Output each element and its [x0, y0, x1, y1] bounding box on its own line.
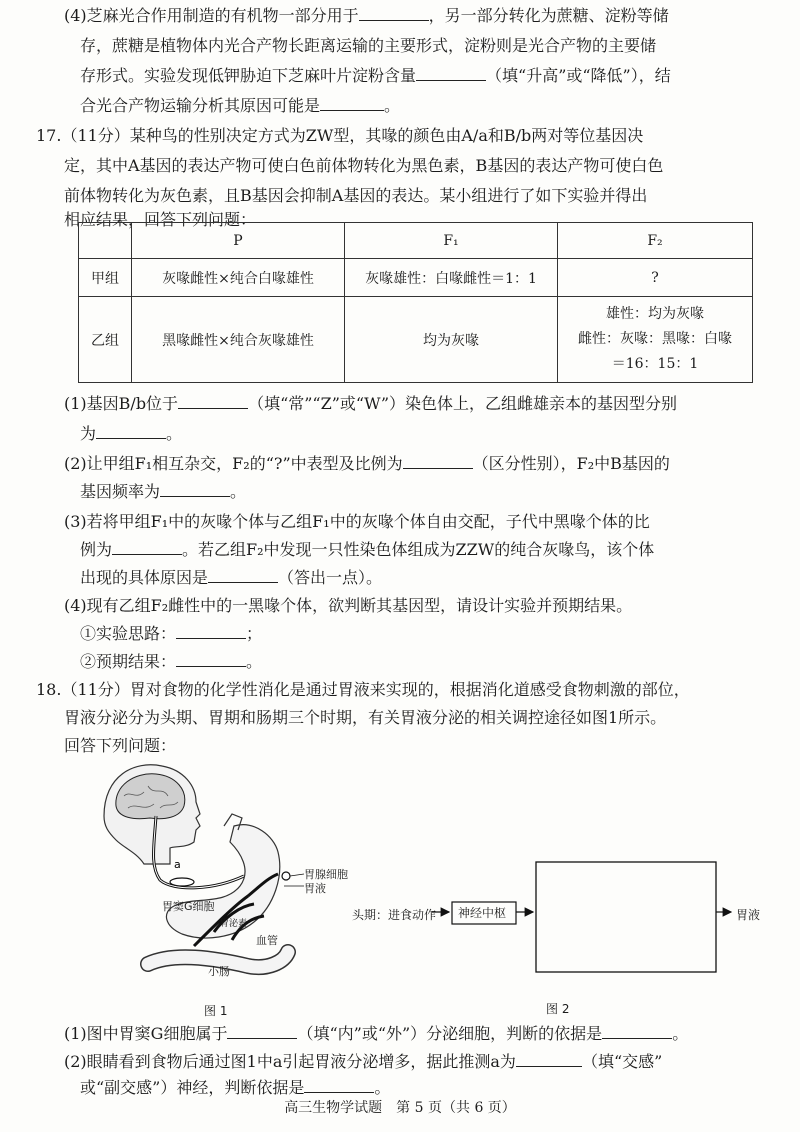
q18-intro-line2: 胃液分泌分为头期、胃期和肠期三个时期，有关胃液分泌的相关调控途径如图1所示。 — [64, 708, 667, 727]
answer-blank[interactable] — [160, 478, 230, 497]
q17-intro-line1: 17.（11分）某种鸟的性别决定方式为ZW型，其喙的颜色由A/a和B/b两对等位基因决 — [36, 126, 644, 145]
q17-sub3-line3: 出现的具体原因是 （答出一点）。 — [80, 564, 382, 592]
table-header-empty — [79, 223, 132, 259]
answer-blank[interactable] — [602, 1020, 672, 1039]
group-cell: 甲组 — [79, 259, 132, 297]
figure-2-caption: 图 2 — [546, 1002, 570, 1016]
nerve-a-label: a — [174, 858, 181, 871]
label-nerve-center: 神经中枢 — [458, 906, 507, 920]
q17-sub1-line1: (1)基因B/b位于 （填“常”“Z”或“W”）染色体上，乙组雌雄亲本的基因型分别 — [64, 390, 677, 418]
p-cell: 黑喙雌性×纯合灰喙雄性 — [132, 297, 345, 383]
cross-results-table — [78, 222, 753, 383]
q17-sub2-line1: (2)让甲组F₁相互杂交，F₂的“?”中表型及比例为 （区分性别），F₂中B基因的 — [64, 450, 670, 478]
answer-blank[interactable] — [208, 564, 278, 583]
q16-part4-line4: 合光合产物运输分析其原因可能是 。 — [80, 92, 400, 120]
q17-sub4-line2: ①实验思路： ； — [80, 620, 262, 648]
answer-blank[interactable] — [178, 390, 248, 409]
p-cell: 灰喙雌性×纯合白喙雄性 — [132, 259, 345, 297]
q16-part4-line2: 存，蔗糖是植物体内光合产物长距离运输的主要形式，淀粉则是光合产物的主要储 — [80, 36, 657, 55]
table-row — [79, 297, 753, 383]
label-small-intestine: 小肠 — [208, 965, 230, 978]
table-row — [79, 259, 753, 297]
q17-sub3-line1: (3)若将甲组F₁中的灰喙个体与乙组F₁中的灰喙个体自由交配，子代中黑喙个体的比 — [64, 512, 650, 531]
q18-intro-line1: 18.（11分）胃对食物的化学性消化是通过胃液来实现的，根据消化道感受食物刺激的部位， — [36, 680, 690, 699]
table-header-p: P — [132, 223, 345, 259]
page-footer: 高三生物学试题 第 5 页（共 6 页） — [284, 1100, 516, 1116]
table-header-f2: F₂ — [558, 223, 753, 259]
answer-blank[interactable] — [516, 1048, 582, 1067]
q17-sub4-line1: (4)现有乙组F₂雌性中的一黑喙个体，欲判断其基因型，请设计实验并预期结果。 — [64, 596, 633, 615]
q17-intro-line2: 定，其中A基因的表达产物可使白色前体物转化为黑色素，B基因的表达产物可使白色 — [64, 156, 664, 175]
q17-intro-line4: 相应结果，回答下列问题： — [64, 210, 257, 229]
label-gastric-gland-cell: 胃腺细胞 — [304, 868, 348, 881]
figure-1-caption: 图 1 — [204, 1004, 228, 1018]
answer-blank[interactable] — [416, 62, 486, 81]
f2-cell: 雄性：均为灰喙 雌性：灰喙：黑喙：白喙 ＝16：15：1 — [558, 297, 753, 383]
q18-sub2-line2: 或“副交感”）神经，判断依据是 。 — [80, 1074, 390, 1102]
answer-blank[interactable] — [304, 1074, 374, 1093]
answer-blank[interactable] — [403, 450, 473, 469]
q18-intro-line3: 回答下列问题： — [64, 736, 177, 755]
answer-blank[interactable] — [176, 620, 246, 639]
answer-blank[interactable] — [227, 1020, 297, 1039]
f2-cell: ? — [558, 259, 753, 297]
answer-blank[interactable] — [359, 2, 429, 21]
label-output-gastric-juice: 胃液 — [736, 908, 761, 922]
label-g-cell: 胃窦G细胞 — [162, 900, 215, 913]
q16-part4-line1: (4)芝麻光合作用制造的有机物一部分用于 ，另一部分转化为蔗糖、淀粉等储 — [64, 2, 669, 30]
answer-blank[interactable] — [176, 648, 246, 667]
label-blood-vessel: 血管 — [256, 934, 278, 947]
label-head-phase: 头期：进食动作 — [352, 908, 437, 922]
q16-part4-line3: 存形式。实验发现低钾胁迫下芝麻叶片淀粉含量 （填“升高”或“降低”），结 — [80, 62, 671, 90]
answer-blank[interactable] — [320, 92, 384, 111]
q17-sub4-line3: ②预期结果： 。 — [80, 648, 262, 676]
f1-cell: 灰喙雄性：白喙雌性＝1：1 — [345, 259, 558, 297]
answer-blank[interactable] — [96, 420, 166, 439]
label-gastrin: 胃泌素 — [220, 919, 248, 929]
q17-sub2-line2: 基因频率为 。 — [80, 478, 246, 506]
gland-cell-icon — [282, 872, 290, 880]
label-gastric-juice: 胃液 — [304, 882, 326, 895]
q17-sub3-line2: 例为 。若乙组F₂中发现一只性染色体组成为ZZW的纯合灰喙鸟，该个体 — [80, 536, 654, 564]
answer-blank[interactable] — [112, 536, 182, 555]
q17-sub1-line2: 为 。 — [80, 420, 182, 448]
q18-sub2-line1: (2)眼睛看到食物后通过图1中a引起胃液分泌增多，据此推测a为 （填“交感” — [64, 1048, 662, 1076]
f1-cell: 均为灰喙 — [345, 297, 558, 383]
q17-intro-line3: 前体物转化为灰色素，且B基因会抑制A基因的表达。某小组进行了如下实验并得出 — [64, 186, 648, 205]
group-cell: 乙组 — [79, 297, 132, 383]
table-header-f1: F₁ — [345, 223, 558, 259]
q18-sub1-line1: (1)图中胃窦G细胞属于 （填“内”或“外”）分泌细胞，判断的依据是 。 — [64, 1020, 688, 1048]
answer-blank-box[interactable] — [536, 862, 716, 972]
